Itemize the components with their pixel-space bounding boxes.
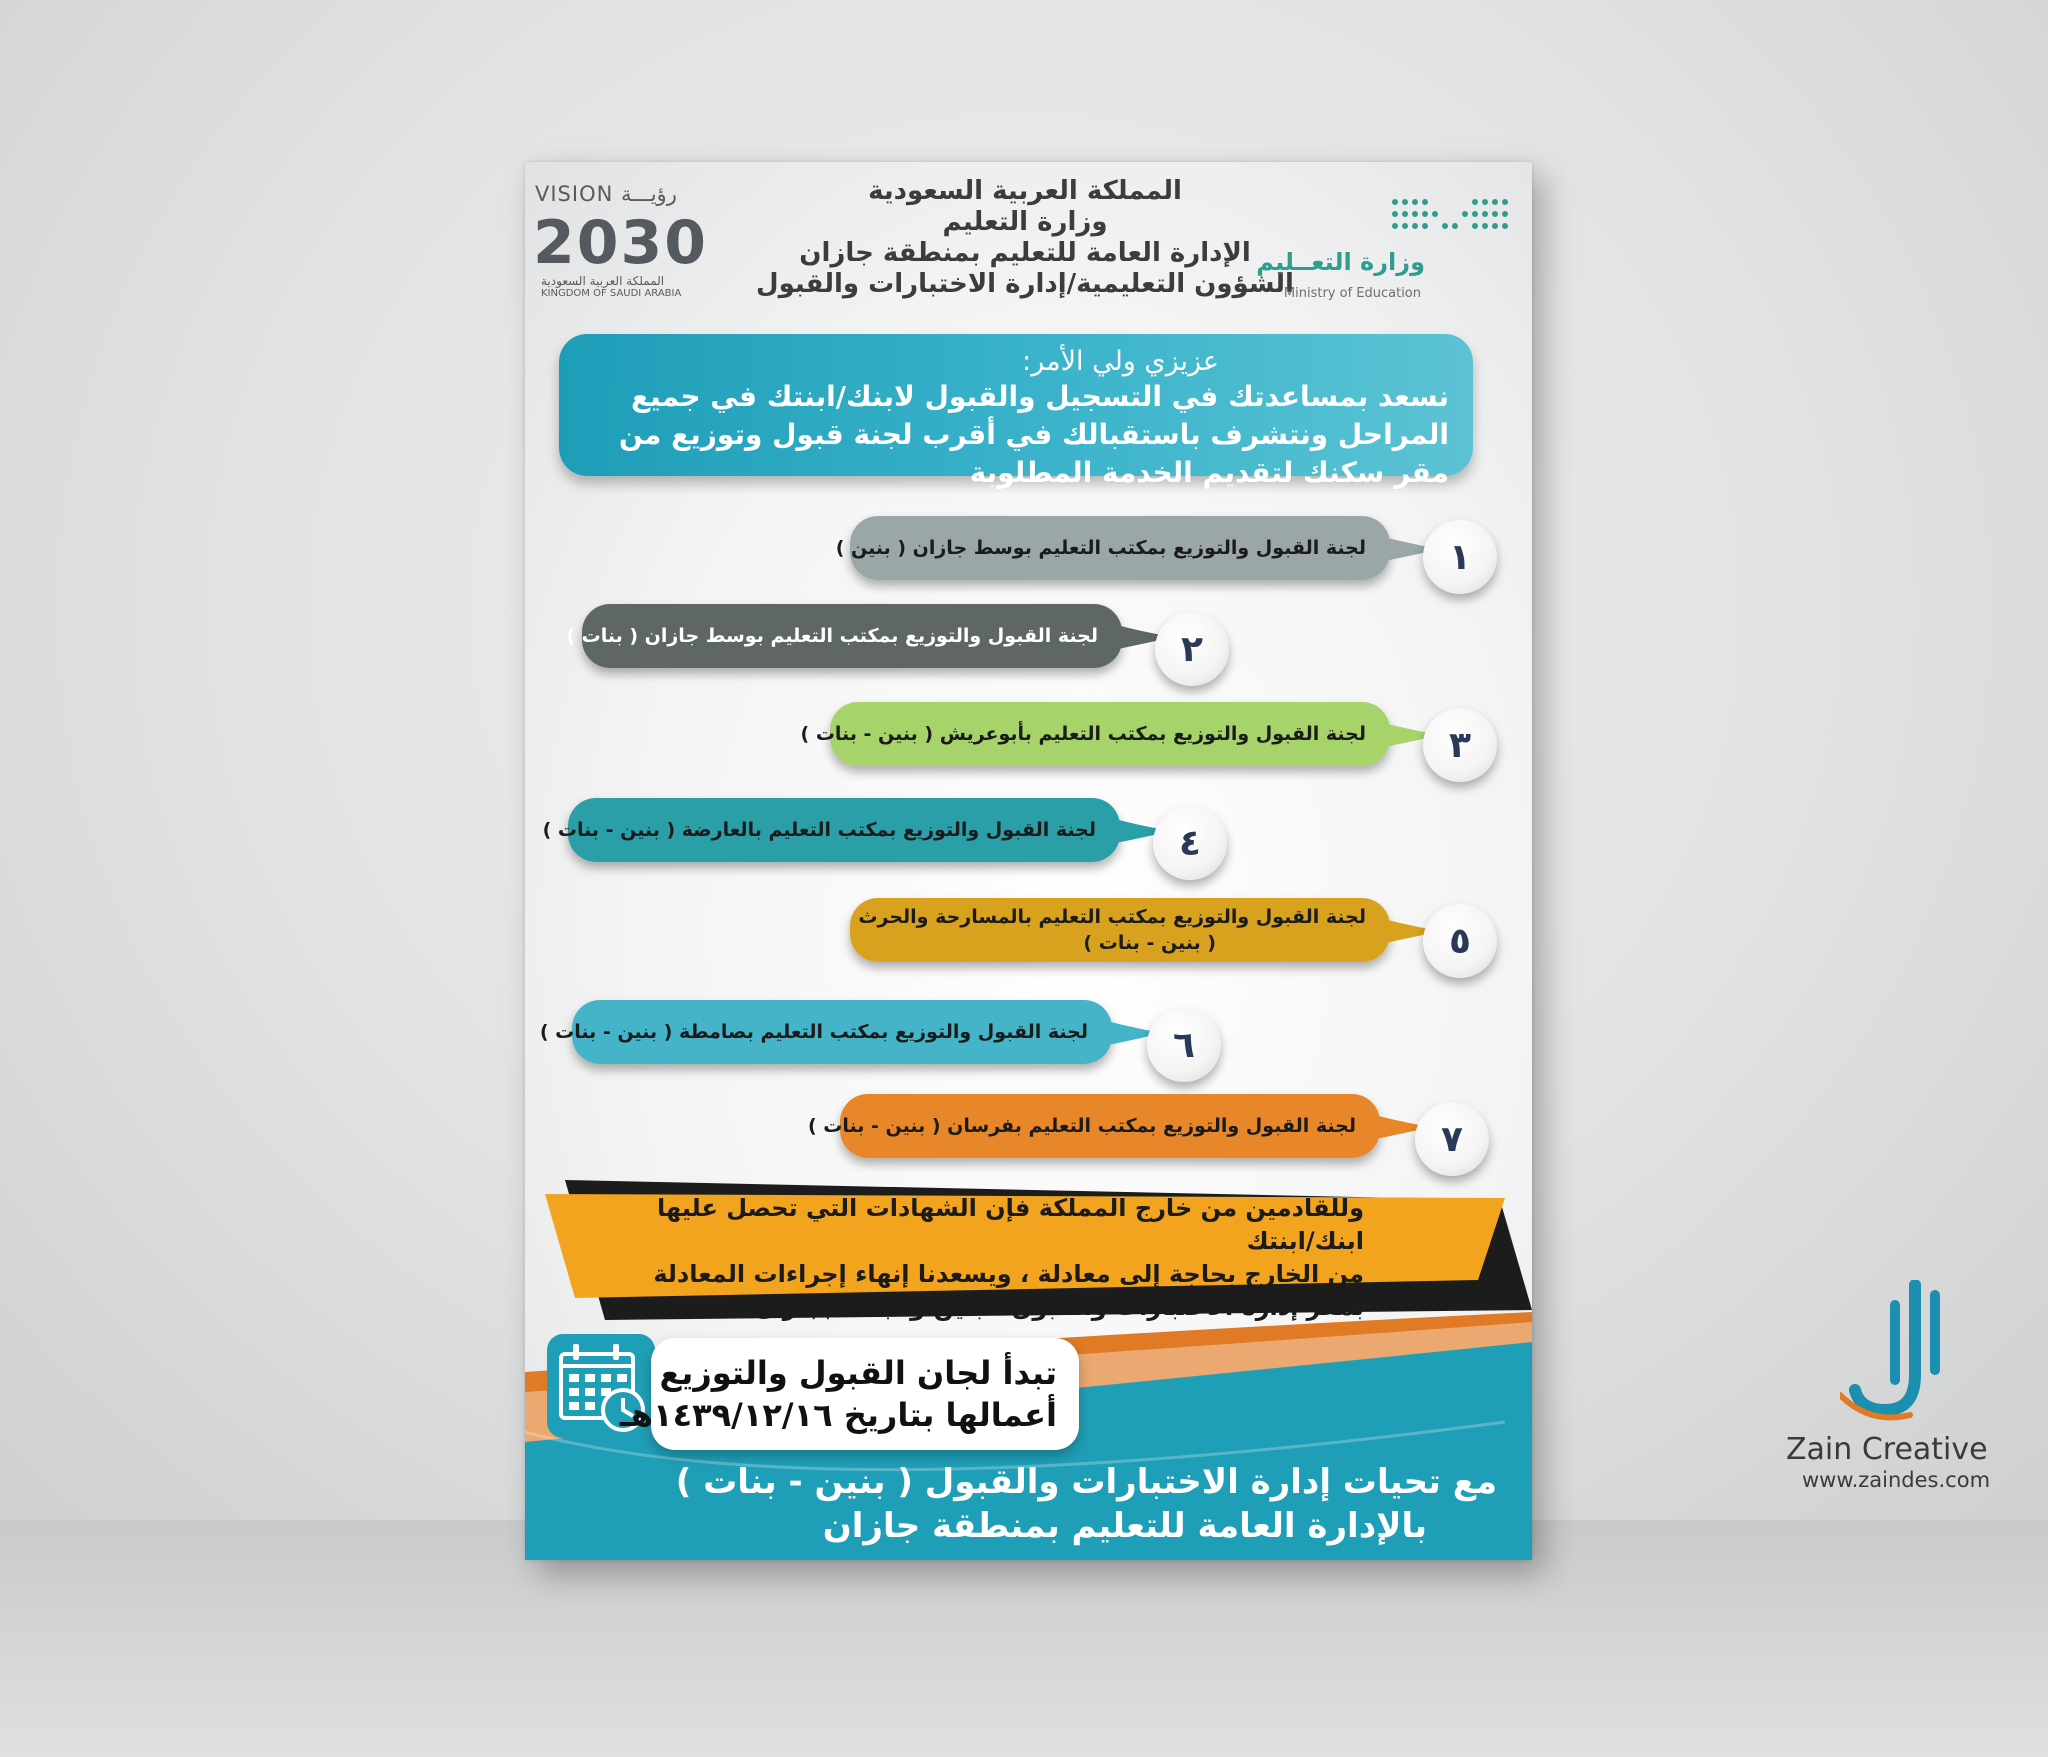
vision-title: VISION رؤيـــة xyxy=(535,182,677,206)
committee-label-2: ( بنين - بنات ) xyxy=(1083,932,1216,954)
committee-number: ٧ xyxy=(1415,1102,1489,1176)
footer-line-2: بالإدارة العامة للتعليم بمنطقة جازان xyxy=(822,1506,1427,1546)
ministry-name-english: Ministry of Education xyxy=(1283,286,1421,301)
committee-item xyxy=(525,604,1532,668)
committee-number: ٤ xyxy=(1153,806,1227,880)
committee-item xyxy=(525,1094,1532,1158)
committee-label: لجنة القبول والتوزيع بمكتب التعليم بالعارضة ( بنين - بنات ) xyxy=(542,819,1096,841)
zain-name: Zain Creative xyxy=(1786,1432,1988,1467)
start-date-box xyxy=(619,1338,1079,1450)
dotted-logo-icon xyxy=(1385,192,1532,242)
zain-url: www.zaindes.com xyxy=(1802,1468,1991,1492)
vision-arabic: المملكة العربية السعودية xyxy=(541,274,665,288)
intro-box xyxy=(559,334,1473,489)
header-line-3: الإدارة العامة للتعليم بمنطقة جازان xyxy=(799,238,1251,268)
committee-pill xyxy=(835,516,1390,580)
zain-logo-icon xyxy=(1840,1280,1950,1430)
ministry-name-arabic: وزارة التعــليم xyxy=(1256,248,1425,276)
notice-line-2: من الخارج بحاجة إلى معادلة ، ويسعدنا إنهاء إجراءات المعادلة xyxy=(653,1260,1364,1288)
committee-pill xyxy=(800,702,1390,766)
committee-number: ١ xyxy=(1423,520,1497,594)
committee-pill xyxy=(807,1094,1380,1158)
start-line-1: تبدأ لجان القبول والتوزيع xyxy=(659,1354,1057,1392)
header-line-1: المملكة العربية السعودية xyxy=(868,176,1182,206)
start-line-2: أعمالها بتاريخ ١٤٣٩/١٢/١٦هـ xyxy=(619,1396,1057,1434)
committee-item xyxy=(525,898,1532,962)
poster-header xyxy=(725,176,1325,300)
vision-year: 2030 xyxy=(533,208,708,278)
committee-pill xyxy=(539,1000,1112,1064)
committee-label: لجنة القبول والتوزيع بمكتب التعليم بأبوعريش ( بنين - بنات ) xyxy=(800,723,1366,745)
intro-greeting: عزيزي ولي الأمر: xyxy=(1022,346,1219,377)
committee-item xyxy=(525,516,1532,580)
zain-watermark xyxy=(1780,1280,2030,1500)
committee-label: لجنة القبول والتوزيع بمكتب التعليم بوسط جازان ( بنات ) xyxy=(566,625,1098,647)
committee-label: لجنة القبول والتوزيع بمكتب التعليم بفرسان ( بنين - بنات ) xyxy=(807,1115,1356,1137)
committee-pill xyxy=(566,604,1122,668)
notice-line-3: بمقر إدارة الاختبارات والقبول للبنين والبنات بجازان xyxy=(754,1293,1364,1321)
committee-pill xyxy=(850,898,1390,962)
intro-body: نسعد بمساعدتك في التسجيل والقبول لابنك/ابنتك في جميع المراحل ونتشرف باستقبالك في أقرب لجنة قبول وتوزيع من مقر سكنك لتقديم الخدمة المطلوبة xyxy=(618,380,1449,489)
committee-item xyxy=(525,1000,1532,1064)
committee-label: لجنة القبول والتوزيع بمكتب التعليم بوسط جازان ( بنين ) xyxy=(835,537,1366,559)
vision-english: KINGDOM OF SAUDI ARABIA xyxy=(541,288,682,299)
committee-number: ٢ xyxy=(1155,612,1229,686)
committee-number: ٦ xyxy=(1147,1008,1221,1082)
start-date-text xyxy=(619,1352,1057,1436)
footer-line-1: مع تحيات إدارة الاختبارات والقبول ( بنين - بنات ) xyxy=(675,1462,1497,1502)
notice-text xyxy=(604,1192,1364,1324)
committee-number: ٣ xyxy=(1423,708,1497,782)
header-line-4: الشؤون التعليمية/إدارة الاختبارات والقبول xyxy=(756,269,1294,299)
committee-label: لجنة القبول والتوزيع بمكتب التعليم بصامطة ( بنين - بنات ) xyxy=(539,1021,1088,1043)
footer-text xyxy=(675,1460,1497,1548)
notice-line-1: وللقادمين من خارج المملكة فإن الشهادات التي تحصل عليها ابنك/ابنتك xyxy=(657,1194,1364,1255)
committee-label: لجنة القبول والتوزيع بمكتب التعليم بالمسارحة والحرث xyxy=(858,906,1366,928)
poster xyxy=(525,162,1532,1560)
committee-item xyxy=(525,702,1532,766)
committee-number: ٥ xyxy=(1423,904,1497,978)
vision-2030-logo xyxy=(533,182,723,302)
ministry-logo xyxy=(1256,192,1505,302)
committee-pill xyxy=(542,798,1120,862)
header-line-2: وزارة التعليم xyxy=(942,207,1108,237)
committee-item xyxy=(525,798,1532,862)
